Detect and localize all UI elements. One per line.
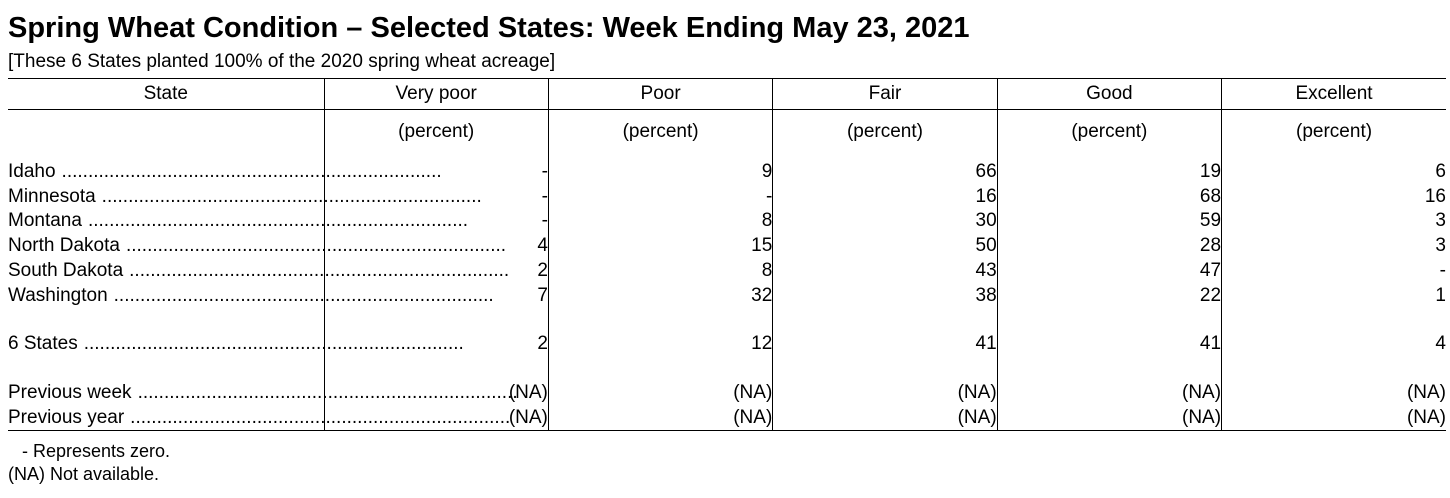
cell-good: 59 <box>997 209 1221 234</box>
cell-excellent: 3 <box>1222 234 1446 259</box>
dot-leader: ........................................................................ <box>83 333 464 355</box>
table-row <box>8 259 1446 284</box>
row-label: Previous year <box>8 406 125 428</box>
dot-leader: ........................................................................ <box>101 185 482 207</box>
cell-fair: 16 <box>773 185 997 210</box>
cell-good: 22 <box>997 284 1221 309</box>
cell-excellent: - <box>1222 259 1446 284</box>
cell-good: 47 <box>997 259 1221 284</box>
unit-cell-blank <box>8 110 324 161</box>
cell-fair: 30 <box>773 209 997 234</box>
cell-very-poor: 4 <box>324 234 548 259</box>
cell-very-poor: (NA) <box>324 406 548 431</box>
cell-fair: 43 <box>773 259 997 284</box>
header-state: State <box>8 79 324 110</box>
row-label: Montana <box>8 210 82 232</box>
cell-good: 68 <box>997 185 1221 210</box>
unit-cell: (percent) <box>773 110 997 161</box>
dot-leader: ........................................................................ <box>129 259 510 281</box>
dot-leader: ........................................................................ <box>137 381 518 403</box>
cell-excellent: 3 <box>1222 209 1446 234</box>
row-label: 6 States <box>8 333 78 355</box>
cell-poor: (NA) <box>548 381 772 406</box>
cell-excellent: (NA) <box>1222 381 1446 406</box>
cell-good: (NA) <box>997 381 1221 406</box>
unit-row <box>8 110 1446 161</box>
cell-very-poor: - <box>324 209 548 234</box>
spacer-row <box>8 357 1446 381</box>
header-fair: Fair <box>773 79 997 110</box>
total-row <box>8 332 1446 357</box>
row-label: North Dakota <box>8 235 120 257</box>
cell-good: 41 <box>997 332 1221 357</box>
cell-fair: 50 <box>773 234 997 259</box>
cell-good: (NA) <box>997 406 1221 431</box>
cell-excellent: 16 <box>1222 185 1446 210</box>
cell-poor: - <box>548 185 772 210</box>
cell-poor: 12 <box>548 332 772 357</box>
table-row <box>8 185 1446 210</box>
cell-excellent: 1 <box>1222 284 1446 309</box>
cell-excellent: 4 <box>1222 332 1446 357</box>
table-row <box>8 209 1446 234</box>
cell-very-poor: (NA) <box>324 381 548 406</box>
comparison-row <box>8 406 1446 431</box>
cell-fair: 41 <box>773 332 997 357</box>
footnote-zero: - Represents zero. <box>22 441 171 461</box>
comparison-row <box>8 381 1446 406</box>
unit-cell: (percent) <box>1222 110 1446 161</box>
table-row <box>8 160 1446 185</box>
cell-fair: (NA) <box>773 406 997 431</box>
row-label: Washington <box>8 284 108 306</box>
dot-leader: ........................................................................ <box>113 284 494 306</box>
cell-fair: 38 <box>773 284 997 309</box>
cell-very-poor: 7 <box>324 284 548 309</box>
header-poor: Poor <box>548 79 772 110</box>
footnote-na: (NA) Not available. <box>8 464 160 484</box>
unit-cell: (percent) <box>997 110 1221 161</box>
dot-leader: ........................................................................ <box>125 235 507 257</box>
row-label: Minnesota <box>8 185 96 207</box>
table-row <box>8 234 1446 259</box>
condition-table <box>8 78 1446 431</box>
header-good: Good <box>997 79 1221 110</box>
cell-fair: 66 <box>773 160 997 185</box>
cell-good: 19 <box>997 160 1221 185</box>
row-label: Idaho <box>8 161 56 182</box>
cell-very-poor: 2 <box>324 259 548 284</box>
unit-cell: (percent) <box>548 110 772 161</box>
row-label: Previous week <box>8 381 132 403</box>
cell-poor: 15 <box>548 234 772 259</box>
header-very-poor: Very poor <box>324 79 548 110</box>
report-title: Spring Wheat Condition – Selected States: Week Ending May 23, 2021 <box>8 12 970 44</box>
cell-good: 28 <box>997 234 1221 259</box>
dot-leader: ........................................................................ <box>130 406 511 428</box>
cell-poor: 32 <box>548 284 772 309</box>
cell-very-poor: - <box>324 185 548 210</box>
table-header-row <box>8 79 1446 110</box>
dot-leader: ........................................................................ <box>87 210 469 232</box>
cell-poor: 9 <box>548 160 772 185</box>
cell-very-poor: - <box>324 160 548 185</box>
spacer-row <box>8 308 1446 332</box>
header-excellent: Excellent <box>1222 79 1446 110</box>
row-label: South Dakota <box>8 259 124 281</box>
report-subtitle: [These 6 States planted 100% of the 2020 spring wheat acreage] <box>8 51 556 72</box>
cell-poor: 8 <box>548 259 772 284</box>
cell-very-poor: 2 <box>324 332 548 357</box>
dot-leader: ........................................................................ <box>61 161 442 182</box>
cell-fair: (NA) <box>773 381 997 406</box>
cell-excellent: 6 <box>1222 160 1446 185</box>
cell-poor: (NA) <box>548 406 772 431</box>
table-row <box>8 284 1446 309</box>
cell-poor: 8 <box>548 209 772 234</box>
cell-excellent: (NA) <box>1222 406 1446 431</box>
unit-cell: (percent) <box>324 110 548 161</box>
